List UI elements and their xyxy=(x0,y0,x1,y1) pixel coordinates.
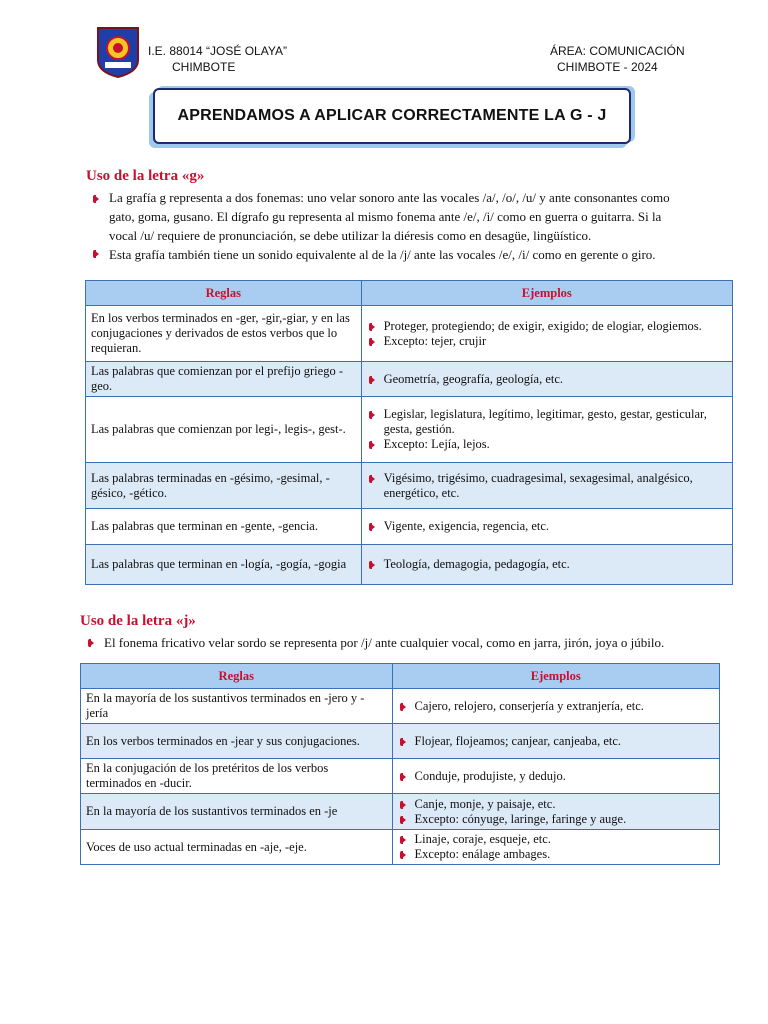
rule-cell: Las palabras terminadas en -gésimo, -gesimal, -gésico, -gético. xyxy=(86,463,362,509)
example-item: Excepto: enálage ambages. xyxy=(415,847,714,862)
examples-cell xyxy=(392,830,719,865)
examples-cell xyxy=(361,463,732,509)
table-row xyxy=(86,362,733,397)
table-row xyxy=(86,463,733,509)
example-item: Geometría, geografía, geología, etc. xyxy=(384,372,727,387)
j-bullet-1: El fonema fricativo velar sordo se representa por /j/ ante cualquier vocal, como en jarra, jirón, joya o júbilo. xyxy=(104,635,665,650)
g-bullet-1-line-2: gato, goma, gusano. El dígrafo gu representa al mismo fonema ante /e/, /i/ como en guerra o guitarra. Si la xyxy=(109,209,662,224)
examples-cell xyxy=(361,397,732,463)
rule-cell: Las palabras que comienzan por legi-, legis-, gest-. xyxy=(86,397,362,463)
table-row xyxy=(81,759,720,794)
bullet-icon xyxy=(370,376,375,384)
table-row xyxy=(86,306,733,362)
bullet-icon xyxy=(94,250,99,258)
rule-cell: En los verbos terminados en -ger, -gir,-giar, y en las conjugaciones y derivados de estos verbos que lo requieran. xyxy=(86,306,362,362)
example-item: Canje, monje, y paisaje, etc. xyxy=(415,797,714,812)
bullet-icon xyxy=(401,801,406,809)
table-row xyxy=(81,724,720,759)
j-rules-table xyxy=(80,663,720,865)
g-bullet-1-line-1: La grafía g representa a dos fonemas: uno velar sonoro ante las vocales /a/, /o/, /u/ y ante consonantes como xyxy=(109,190,670,205)
example-item: Teología, demagogia, pedagogía, etc. xyxy=(384,557,727,572)
example-item: Excepto: cónyuge, laringe, faringe y auge. xyxy=(415,812,714,827)
school-logo xyxy=(96,26,140,78)
g-bullet-1-line-3: vocal /u/ requiere de pronunciación, se debe utilizar la diéresis como en desagüe, lingüístico. xyxy=(109,228,592,243)
example-item: Excepto: Lejía, lejos. xyxy=(384,437,727,452)
area-label: ÁREA: COMUNICACIÓN xyxy=(550,44,685,58)
example-item: Proteger, protegiendo; de exigir, exigido; de elogiar, elogiemos. xyxy=(384,319,727,334)
j-section-title: Uso de la letra «j» xyxy=(80,613,196,629)
school-city: CHIMBOTE xyxy=(172,60,236,74)
example-item: Vigente, exigencia, regencia, etc. xyxy=(384,519,727,534)
table-row xyxy=(86,509,733,545)
rule-cell: Las palabras que terminan en -logía, -gogía, -gogia xyxy=(86,545,362,585)
bullet-icon xyxy=(370,523,375,531)
examples-cell xyxy=(392,689,719,724)
bullet-icon xyxy=(401,816,406,824)
example-item: Cajero, relojero, conserjería y extranjería, etc. xyxy=(415,699,714,714)
g-rules-table xyxy=(85,280,733,585)
table-row xyxy=(86,545,733,585)
title-banner xyxy=(153,88,631,144)
bullet-icon xyxy=(401,851,406,859)
examples-cell xyxy=(361,306,732,362)
example-item: Excepto: tejer, crujir xyxy=(384,334,727,349)
j-table-header-examples: Ejemplos xyxy=(392,664,719,689)
table-row xyxy=(81,830,720,865)
rule-cell: Las palabras que terminan en -gente, -gencia. xyxy=(86,509,362,545)
g-section-title: Uso de la letra «g» xyxy=(86,168,205,184)
bullet-icon xyxy=(370,561,375,569)
bullet-icon xyxy=(94,195,99,203)
examples-cell xyxy=(392,759,719,794)
bullet-icon xyxy=(370,338,375,346)
rule-cell: Las palabras que comienzan por el prefijo griego -geo. xyxy=(86,362,362,397)
bullet-icon xyxy=(370,411,375,419)
school-name: I.E. 88014 “JOSÉ OLAYA” xyxy=(148,44,287,58)
rule-cell: En la mayoría de los sustantivos terminados en -jero y -jería xyxy=(81,689,393,724)
example-item: Legislar, legislatura, legítimo, legitimar, gesto, gestar, gesticular, gesta, gestión. xyxy=(384,407,727,437)
table-row xyxy=(81,794,720,830)
bullet-icon xyxy=(401,703,406,711)
example-item: Linaje, coraje, esqueje, etc. xyxy=(415,832,714,847)
table-row xyxy=(86,397,733,463)
g-table-header-rules: Reglas xyxy=(86,281,362,306)
example-item: Flojear, flojeamos; canjear, canjeaba, etc. xyxy=(415,734,714,749)
example-item: Vigésimo, trigésimo, cuadragesimal, sexagesimal, analgésico, energético, etc. xyxy=(384,471,727,501)
rule-cell: En la conjugación de los pretéritos de los verbos terminados en -ducir. xyxy=(81,759,393,794)
g-bullet-2: Esta grafía también tiene un sonido equivalente al de la /j/ ante las vocales /e/, /i/ como en gerente o giro. xyxy=(109,247,656,262)
examples-cell xyxy=(361,545,732,585)
bullet-icon xyxy=(370,441,375,449)
g-bullet-1 xyxy=(109,188,739,245)
bullet-icon xyxy=(401,773,406,781)
examples-cell xyxy=(392,724,719,759)
page-title: APRENDAMOS A APLICAR CORRECTAMENTE LA G - J xyxy=(177,107,607,124)
bullet-icon xyxy=(370,475,375,483)
city-year: CHIMBOTE - 2024 xyxy=(557,60,658,74)
bullet-icon xyxy=(370,323,375,331)
rule-cell: En la mayoría de los sustantivos terminados en -je xyxy=(81,794,393,830)
examples-cell xyxy=(392,794,719,830)
examples-cell xyxy=(361,362,732,397)
g-table-header-examples: Ejemplos xyxy=(361,281,732,306)
bullet-icon xyxy=(401,738,406,746)
rule-cell: En los verbos terminados en -jear y sus conjugaciones. xyxy=(81,724,393,759)
example-item: Conduje, produjiste, y dedujo. xyxy=(415,769,714,784)
bullet-icon xyxy=(401,836,406,844)
j-table-header-rules: Reglas xyxy=(81,664,393,689)
bullet-icon xyxy=(89,639,94,647)
examples-cell xyxy=(361,509,732,545)
rule-cell: Voces de uso actual terminadas en -aje, -eje. xyxy=(81,830,393,865)
table-row xyxy=(81,689,720,724)
